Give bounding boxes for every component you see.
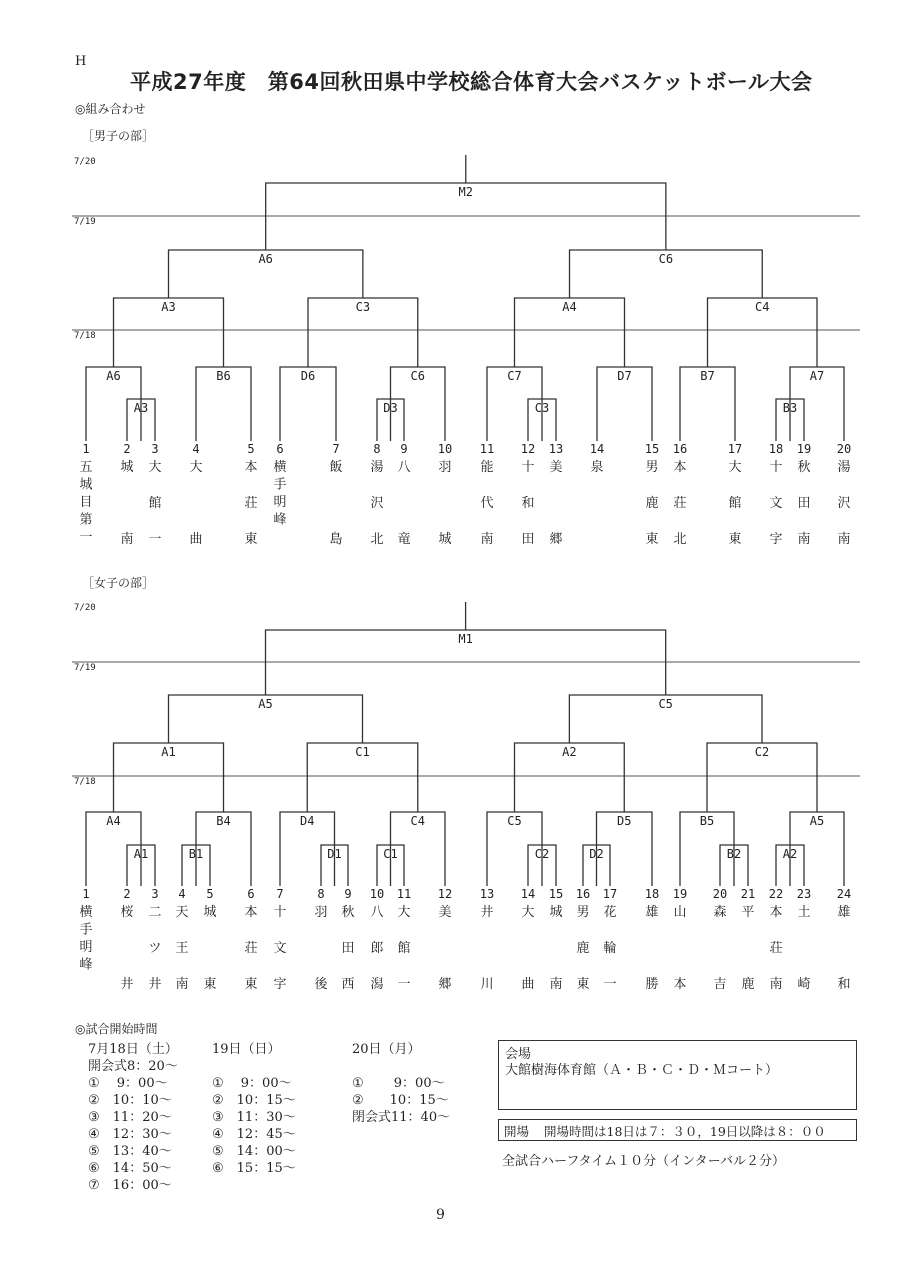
team-name-char: 湯: [837, 460, 851, 475]
girls-section-label: ［女子の部］: [82, 576, 155, 590]
team-name-char: 土: [797, 905, 811, 920]
team-number: 3: [151, 442, 159, 456]
team-number: 23: [796, 887, 812, 901]
team-name-char: 文: [273, 941, 287, 956]
r2-match-label: C7: [507, 369, 522, 383]
team-number: 1: [82, 887, 90, 901]
schedule-day-20: 20日（月） ① 9：00～ ② 10：15～ 閉会式11：40～: [352, 1042, 451, 1125]
team-number: 3: [151, 887, 159, 901]
team-name-char: 雄: [645, 905, 659, 920]
final-match-label: M1: [458, 632, 473, 646]
team-name-char: 字: [769, 532, 783, 547]
r2-match-label: C4: [410, 814, 425, 828]
semi-match-label: A5: [258, 697, 273, 711]
team-name-char: 島: [329, 532, 343, 547]
team-number: 24: [836, 887, 852, 901]
team-name-char: 沢: [370, 496, 384, 511]
date-label: 7/20: [74, 157, 96, 167]
r1-match-label: A3: [133, 401, 149, 415]
qf-match-label: C1: [355, 745, 370, 759]
team-name-char: 羽: [438, 460, 452, 475]
team-name-char: 花: [603, 905, 617, 920]
team-name-char: 代: [480, 496, 494, 511]
qf-match-label: C2: [754, 745, 770, 759]
team-number: 6: [276, 442, 284, 456]
team-number: 18: [768, 442, 784, 456]
r1-match-label: B1: [188, 847, 204, 861]
r2-match-label: C6: [410, 369, 425, 383]
team-number: 2: [123, 887, 131, 901]
team-name-char: 南: [769, 977, 783, 992]
team-name-char: 八: [370, 905, 384, 920]
team-name-char: 鹿: [741, 977, 755, 992]
team-name-char: 一: [603, 977, 617, 992]
team-name-char: 羽: [314, 905, 328, 920]
team-number: 13: [479, 887, 495, 901]
boys-section-label: ［男子の部］: [82, 129, 155, 143]
team-name-char: 鹿: [645, 496, 659, 511]
team-number: 12: [520, 442, 536, 456]
team-name-char: 西: [341, 977, 355, 992]
team-name-char: 東: [244, 977, 258, 992]
team-number: 16: [575, 887, 591, 901]
qf-match-label: A1: [161, 745, 176, 759]
r1-match-label: B3: [782, 401, 798, 415]
team-name-char: 潟: [370, 977, 384, 992]
team-name-char: 南: [120, 532, 134, 547]
team-name-char: 王: [175, 941, 189, 956]
team-name-char: 荘: [244, 496, 258, 511]
team-name-char: 南: [549, 977, 563, 992]
team-name-char: 吉: [713, 977, 727, 992]
team-number: 7: [332, 442, 340, 456]
team-name-char: 城: [549, 905, 563, 920]
team-number: 13: [548, 442, 564, 456]
team-name-char: 明: [79, 940, 93, 955]
team-name-char: 輪: [603, 941, 617, 956]
team-name-char: 大: [728, 460, 742, 475]
venue-label: 会場: [505, 1047, 532, 1062]
team-name-char: 東: [576, 977, 590, 992]
team-name-char: 城: [438, 532, 452, 547]
team-number: 20: [712, 887, 728, 901]
team-number: 10: [369, 887, 385, 901]
semi-match-label: C6: [658, 252, 674, 266]
team-name-char: 本: [244, 460, 258, 475]
team-name-char: 田: [341, 941, 355, 956]
r2-match-label: B7: [700, 369, 715, 383]
team-name-char: 井: [120, 977, 134, 992]
venue-name: 大館樹海体育館（Ａ・Ｂ・Ｃ・Ｄ・Ｍコート）: [505, 1063, 779, 1078]
team-name-char: 東: [728, 532, 742, 547]
team-name-char: 森: [713, 905, 727, 920]
team-name-char: 明: [273, 495, 287, 510]
team-number: 18: [644, 887, 660, 901]
team-name-char: 湯: [370, 460, 384, 475]
team-name-char: 大: [148, 460, 162, 475]
team-number: 9: [344, 887, 352, 901]
team-name-char: 井: [480, 905, 494, 920]
team-name-char: 能: [480, 460, 494, 475]
qf-match-label: A3: [161, 300, 176, 314]
team-name-char: 美: [549, 460, 563, 475]
r2-match-label: A6: [106, 369, 121, 383]
r1-match-label: D1: [327, 847, 342, 861]
team-number: 4: [192, 442, 200, 456]
final-match-label: M2: [458, 185, 474, 199]
team-name-char: ツ: [148, 941, 162, 956]
team-name-char: 荘: [673, 496, 687, 511]
team-name-char: 館: [397, 941, 411, 956]
team-number: 15: [644, 442, 660, 456]
team-name-char: 五: [79, 460, 93, 475]
r1-match-label: A1: [133, 847, 149, 861]
team-number: 22: [768, 887, 784, 901]
team-name-char: 北: [673, 532, 687, 547]
team-name-char: 本: [673, 460, 687, 475]
team-name-char: 男: [645, 460, 659, 475]
r1-match-label: D2: [589, 847, 604, 861]
team-name-char: 十: [521, 460, 535, 475]
team-name-char: 東: [645, 532, 659, 547]
team-name-char: 一: [79, 530, 93, 545]
schedule-day-19: 19日（日） ① 9：00～ ② 10：15～ ③ 11：30～ ④ 12：45～ ⑤ 14：00～ ⑥ 15：15～: [212, 1042, 296, 1176]
team-name-char: 鹿: [576, 941, 590, 956]
team-number: 20: [836, 442, 852, 456]
team-name-char: 南: [797, 532, 811, 547]
header-mark: H: [75, 54, 87, 69]
team-name-char: 南: [837, 532, 851, 547]
team-name-char: 井: [148, 977, 162, 992]
team-name-char: 天: [175, 905, 189, 920]
team-number: 14: [520, 887, 536, 901]
opening-label: 開場: [504, 1124, 530, 1139]
team-number: 15: [548, 887, 564, 901]
team-name-char: 大: [189, 460, 203, 475]
team-name-char: 横: [273, 460, 287, 475]
team-name-char: 後: [314, 977, 328, 992]
team-number: 14: [589, 442, 605, 456]
team-number: 5: [247, 442, 255, 456]
team-name-char: 平: [741, 905, 755, 920]
team-name-char: 和: [521, 496, 535, 511]
r1-match-label: C2: [534, 847, 550, 861]
team-name-char: 峰: [79, 957, 93, 973]
team-name-char: 東: [244, 532, 258, 547]
team-name-char: 城: [203, 905, 217, 920]
section-label: ◎組み合わせ: [75, 102, 146, 116]
qf-match-label: C3: [355, 300, 371, 314]
r1-match-label: C3: [534, 401, 550, 415]
team-name-char: 本: [244, 905, 258, 920]
team-name-char: 荘: [244, 941, 258, 956]
team-name-char: 二: [148, 905, 162, 920]
semi-match-label: A6: [258, 252, 273, 266]
team-name-char: 田: [521, 532, 535, 547]
team-number: 17: [602, 887, 618, 901]
team-name-char: 郷: [549, 532, 563, 547]
team-name-char: 飯: [329, 460, 343, 475]
r2-match-label: D7: [617, 369, 632, 383]
date-label: 7/18: [74, 331, 96, 341]
date-label: 7/19: [74, 217, 96, 227]
team-number: 21: [740, 887, 756, 901]
team-name-char: 川: [480, 977, 494, 992]
team-number: 2: [123, 442, 131, 456]
team-name-char: 横: [79, 905, 93, 920]
team-number: 1: [82, 442, 90, 456]
team-name-char: 大: [521, 905, 535, 920]
r2-match-label: D6: [300, 369, 316, 383]
team-name-char: 八: [397, 460, 411, 475]
team-number: 8: [373, 442, 381, 456]
team-name-char: 竜: [397, 532, 411, 547]
page-number: 9: [436, 1207, 445, 1223]
team-name-char: 郎: [370, 941, 384, 956]
team-number: 8: [317, 887, 325, 901]
team-name-char: 和: [837, 977, 851, 992]
team-name-char: 曲: [521, 977, 535, 992]
team-name-char: 美: [438, 905, 452, 920]
team-number: 19: [796, 442, 812, 456]
page-title: 平成27年度 第64回秋田県中学校総合体育大会バスケットボール大会: [130, 70, 813, 94]
team-name-char: 字: [273, 977, 287, 992]
r2-match-label: B4: [216, 814, 231, 828]
r2-match-label: A4: [106, 814, 121, 828]
opening-time: 開場時間は18日は７：３０，19日以降は８：００: [544, 1124, 826, 1139]
r1-match-label: C1: [383, 847, 398, 861]
team-name-char: 山: [673, 905, 687, 920]
team-name-char: 十: [769, 460, 783, 475]
team-name-char: 一: [397, 977, 411, 992]
venue-box: [498, 1040, 857, 1110]
team-number: 10: [437, 442, 453, 456]
team-name-char: 文: [769, 496, 783, 511]
team-name-char: 秋: [797, 460, 811, 475]
team-name-char: 秋: [341, 905, 355, 920]
r2-match-label: B6: [216, 369, 231, 383]
team-name-char: 雄: [837, 905, 851, 920]
team-name-char: 館: [728, 496, 742, 511]
team-name-char: 南: [175, 977, 189, 992]
team-name-char: 南: [480, 532, 494, 547]
r2-match-label: A7: [809, 369, 825, 383]
team-number: 7: [276, 887, 284, 901]
team-number: 11: [479, 442, 495, 456]
opening-box: [498, 1119, 857, 1141]
team-number: 6: [247, 887, 255, 901]
qf-match-label: A4: [562, 300, 577, 314]
date-label: 7/20: [74, 603, 96, 613]
qf-match-label: C4: [755, 300, 770, 314]
schedule-day-18: 7月18日（土） 開会式8：20～ ① 9：00～ ② 10：10～ ③ 11：20～ ④ 12：30～ ⑤ 13：40～ ⑥ 14：50～ ⑦ 16：00～: [88, 1042, 178, 1193]
team-name-char: 目: [79, 495, 93, 510]
team-number: 9: [400, 442, 408, 456]
team-name-char: 大: [397, 905, 411, 920]
team-name-char: 城: [79, 477, 93, 493]
team-name-char: 勝: [645, 977, 659, 992]
team-number: 5: [206, 887, 214, 901]
r2-match-label: D5: [617, 814, 632, 828]
team-name-char: 第: [79, 512, 93, 528]
team-name-char: 桜: [120, 905, 134, 920]
date-label: 7/18: [74, 777, 96, 787]
team-name-char: 男: [576, 905, 590, 920]
qf-match-label: A2: [562, 745, 577, 759]
team-name-char: 東: [203, 977, 217, 992]
halftime-note: 全試合ハーフタイム１０分（インターバル２分）: [502, 1154, 786, 1169]
team-name-char: 本: [673, 977, 687, 992]
team-name-char: 崎: [797, 977, 811, 992]
schedule-label: ◎試合開始時間: [75, 1022, 158, 1036]
team-name-char: 曲: [189, 532, 203, 547]
r1-match-label: D3: [383, 401, 398, 415]
team-number: 12: [437, 887, 453, 901]
team-number: 19: [672, 887, 688, 901]
team-name-char: 田: [797, 496, 811, 511]
team-name-char: 館: [148, 496, 162, 511]
team-name-char: 手: [273, 477, 287, 493]
team-name-char: 本: [769, 905, 783, 920]
r1-match-label: A2: [782, 847, 798, 861]
team-name-char: 荘: [769, 941, 783, 956]
team-name-char: 城: [120, 460, 134, 475]
team-name-char: 泉: [590, 460, 604, 475]
team-name-char: 十: [273, 905, 287, 920]
r2-match-label: D4: [300, 814, 315, 828]
team-name-char: 手: [79, 922, 93, 938]
team-number: 11: [396, 887, 412, 901]
team-number: 4: [178, 887, 186, 901]
team-name-char: 郷: [438, 977, 452, 992]
date-label: 7/19: [74, 663, 96, 673]
team-name-char: 沢: [837, 496, 851, 511]
r1-match-label: B2: [726, 847, 742, 861]
team-name-char: 峰: [273, 512, 287, 528]
r2-match-label: A5: [809, 814, 825, 828]
r2-match-label: C5: [507, 814, 522, 828]
r2-match-label: B5: [699, 814, 715, 828]
team-name-char: 一: [148, 532, 162, 547]
semi-match-label: C5: [658, 697, 673, 711]
team-number: 16: [672, 442, 688, 456]
team-name-char: 北: [370, 532, 384, 547]
team-number: 17: [727, 442, 743, 456]
